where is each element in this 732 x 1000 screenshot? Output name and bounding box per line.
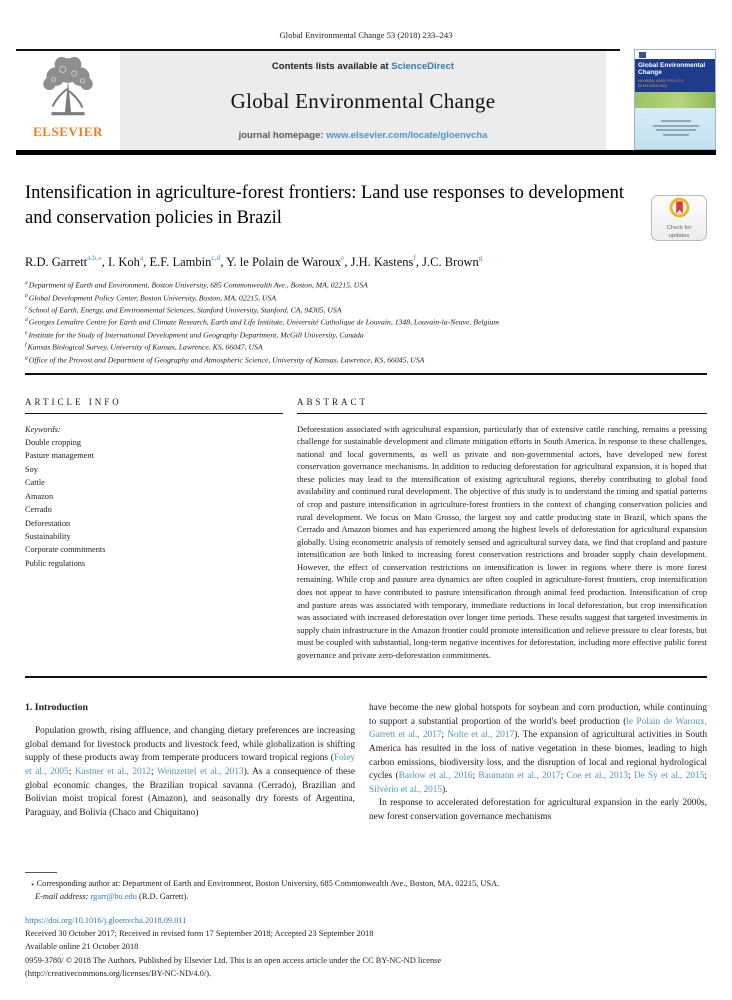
citation-link[interactable]: le Polain de Waroux, Garrett et al., 2017 [369,716,707,741]
journal-homepage-link[interactable]: www.elsevier.com/locate/gloenvcha [326,130,488,141]
author: J.H. Kastens$^f$, [350,253,423,270]
citation-link[interactable]: Nolte et al., 2017 [447,730,515,741]
author: Y. le Polain de Waroux$^e$, [226,253,351,270]
author: E.F. Lambin$^{c,d}$, [149,253,227,270]
article-info-heading: ARTICLE INFO [25,397,283,414]
doi-link[interactable]: https://doi.org/10.1016/j.gloenvcha.2018.09.011 [25,916,187,926]
abstract-text: Deforestation associated with agricultural expansion, particularly that of extensive cattle ranching, remains a pressing challenge for sustainable development and climate mitigation efforts in South America. In response to these challenges, national and local governments, as well as private and non-governmental actors, have developed new forest conservation governance mechanisms. In addition to reducing deforestation for agricultural expansion, it is hoped that these policies may lead to the intensification of existing agricultural regions, thereby contributing to global food availability and continued rural development. The objective of this study is to understand the timing and spatial patterns of crop and pasture intensification in agriculture-forest frontiers in the context of changing conservation policies and rural development. We focus on Mato Grosso, the largest soy and cattle producing state in Brazil, which spans the Cerrado and Amazon biomes and has experienced among the highest levels of deforestation for agricultural expansion globally. Using econometric analysis of remotely sensed and agricultural survey data, we find that cropland and pasture intensification are both linked to increasing forest conservation restrictions and broader supply chain development. However, the effect of conservation restrictions on intensification is lower in regions where there is more forest remaining. While crop and pasture area dynamics are often coupled in agriculture-forest frontiers, crop intensification does not appear to have contributed to pasture intensification through animal feed production. Intensification of crop and pasture areas was associated with temporary, immediate reductions in local deforestation, but crop intensification was associated with increased deforestation over longer time periods. These results suggest that targeted investments in supply chain infrastructure in the Amazon frontier could promote intensification and relieve pressure to clear forests, but must be coupled with substantial, long-term negative incentives for deforestation, including more effective public forest governance and private zero-deforestation commitments. [297,423,707,660]
title-row [25,181,707,241]
affiliation: $^a$Department of Earth and Environment, Boston University, 685 Commonwealth Ave., Boston, MA, 02215, USA [25,280,368,290]
section-divider [25,373,707,374]
cover-header [635,59,715,92]
corresponding-author-note: ⁎ Corresponding author at: Department of Earth and Environment, Boston University, 685 Commonwealth Ave., Boston, MA, 02215, USA. [31,879,500,888]
affiliation: $^d$Georges Lemaître Centre for Earth and Climate Research, Earth and Life Institute, Université Catholique de Louvain, 1348, Louvain-la-Neuve, Belgium [25,317,499,327]
citation-link[interactable]: Weinzettel et al., 2013 [156,766,244,777]
keyword: Corporate commitments [25,545,106,555]
introduction-section [25,702,707,825]
check-updates-icon [668,196,691,224]
affiliation: $^c$School of Earth, Energy, and Environmental Sciences, Stanford University, Stanford, CA, 94305, USA [25,305,342,315]
author-superscript: f [413,253,416,262]
contents-list-text: Contents lists available at [271,61,392,72]
license-line: (http://creativecommons.org/licenses/BY-NC-ND/4.0/). [25,968,212,978]
keyword: Pasture management [25,451,94,461]
citation-link[interactable]: Coe et al., 2013 [566,771,628,782]
keyword: Public regulations [25,558,86,568]
page-footer [25,872,707,980]
elsevier-logo-text: ELSEVIER [33,124,103,139]
affiliation-list [25,279,707,366]
sciencedirect-link[interactable]: ScienceDirect [391,61,455,72]
citation-link[interactable]: Kastner et al., 2012 [74,766,151,777]
masthead-divider-bar [16,150,716,155]
article-title: Intensification in agriculture-forest frontiers: Land use responses to development and conservation policies in Brazil [25,183,625,228]
cover-artwork [635,108,715,149]
author-superscript: a,b,⁎ [87,253,102,262]
journal-cover-thumbnail[interactable] [634,49,716,150]
contents-list-line [272,61,454,72]
introduction-heading: 1. Introduction [25,701,88,713]
citation-link[interactable]: Barlow et al., 2016 [398,771,473,782]
check-updates-label: Check for updates [666,225,692,239]
keywords-block [25,423,283,571]
author: J.C. Brown$^g$ [422,253,483,270]
journal-header-box [120,51,606,150]
intro-left-column [25,702,355,825]
cover-green-band [635,92,715,108]
citation-link[interactable]: Silvério et al., 2015 [369,784,443,795]
elsevier-tree-icon [35,55,101,123]
abstract-section [297,397,707,662]
keywords-label: Keywords: [25,424,61,434]
keyword: Double cropping [25,437,81,447]
author-superscript: a [139,253,144,262]
check-updates-badge[interactable] [651,195,707,241]
keyword: Amazon [25,491,54,501]
affiliation: $^b$Global Development Policy Center, Boston University, Boston, MA, 02215, USA [25,292,277,303]
cover-subtitle: HUMAN AND POLICY DIMENSIONS [638,78,685,89]
keyword: Cerrado [25,505,52,515]
cover-text-lines [649,120,703,138]
author-superscript: c,d [211,253,221,262]
keyword: Cattle [25,478,45,488]
citation-link[interactable]: Baumann et al., 2017 [478,771,561,782]
cover-publisher-mark-icon [639,52,646,58]
footnote-rule [25,872,57,873]
copyright-line: 0959-3780/ © 2018 The Authors. Published by Elsevier Ltd. This is an open access article under the CC BY-NC-ND license [25,955,442,965]
keyword: Deforestation [25,518,71,528]
citation-link[interactable]: Foley et al., 2005 [25,753,355,777]
intro-paragraph: Population growth, rising affluence, and changing dietary preferences are increasing global demand for livestock products and livestock feed, while globalization is shifting supply of these products away from temperate producers toward tropical regions (Foley et al., 2005; Kastner et al., 2012; Weinzettel et al., 2013). As a consequence of these global economic changes, the Brazilian tropical savanna (Cerrado), Brazilian and Bolivian moist tropical forest (Amazon), and seasonally dry forests of Argentina, Paraguay, and Bolivia (Chaco and Chiquitano) [25,725,356,818]
abstract-heading: ABSTRACT [297,397,707,414]
masthead [16,49,716,150]
affiliation: $^f$Kansas Biological Survey, University of Kansas, Lawrence, KS, 66047, USA [25,342,263,352]
received-line: Received 30 October 2017; Received in revised form 17 September 2018; Accepted 23 September 2018 [25,929,374,939]
affiliation: $^g$Office of the Provost and Department of Geography and Atmospheric Science, University of Kansas, Lawrence, KS, 66045, USA [25,354,425,365]
available-line: Available online 21 October 2018 [25,942,139,952]
intro-right-column [369,702,707,825]
cover-title: Global Environmental Change [638,62,706,77]
author-superscript: g [478,253,483,262]
homepage-label: journal homepage: [238,130,327,141]
cover-top-strip [635,50,715,59]
section-divider [25,676,707,677]
affiliation: $^e$Institute for the Study of International Development and Geography Department, McGill University, Canada [25,329,364,340]
email-link[interactable]: rgarr@bu.edu [90,891,137,901]
journal-citation-line: Global Environmental Change 53 (2018) 233–243 [279,30,453,40]
info-abstract-section [25,397,707,662]
article-info-section [25,397,283,662]
keyword: Soy [25,464,38,474]
author: I. Koh$^a$, [107,253,150,270]
author-superscript: e [340,253,345,262]
email-line: E-mail address: rgarr@bu.edu (R.D. Garrett). [35,891,189,901]
citation-link[interactable]: De Sy et al., 2015 [633,771,705,782]
intro-paragraph: have become the new global hotspots for soybean and corn production, while continuing to support a substantial proportion of the world's beef production (le Polain de Waroux, Garrett et al., 2017; Nolte et al., 2017). The expansion of agricultural activities in South America has resulted in the loss of native vegetation in these biomes, leading to high carbon emissions, biodiversity loss, and the disruption of local and regional hydrological cycles (Barlow et al., 2016; Baumann et al., 2017; Coe et al., 2013; De Sy et al., 2015; Silvério et al., 2015). [369,702,707,795]
author-list [25,254,707,270]
elsevier-logo[interactable] [16,51,120,150]
masthead-main [16,49,620,150]
intro-paragraph: In response to accelerated deforestation for agricultural expansion in the early 2000s, new forest conservation governance mechanisms [369,798,707,823]
keyword: Sustainability [25,532,71,541]
journal-title: Global Environmental Change [230,88,496,113]
homepage-line [239,130,488,141]
publication-info [25,914,707,980]
author: R.D. Garrett$^{a,b,⁎}$, [25,253,108,270]
